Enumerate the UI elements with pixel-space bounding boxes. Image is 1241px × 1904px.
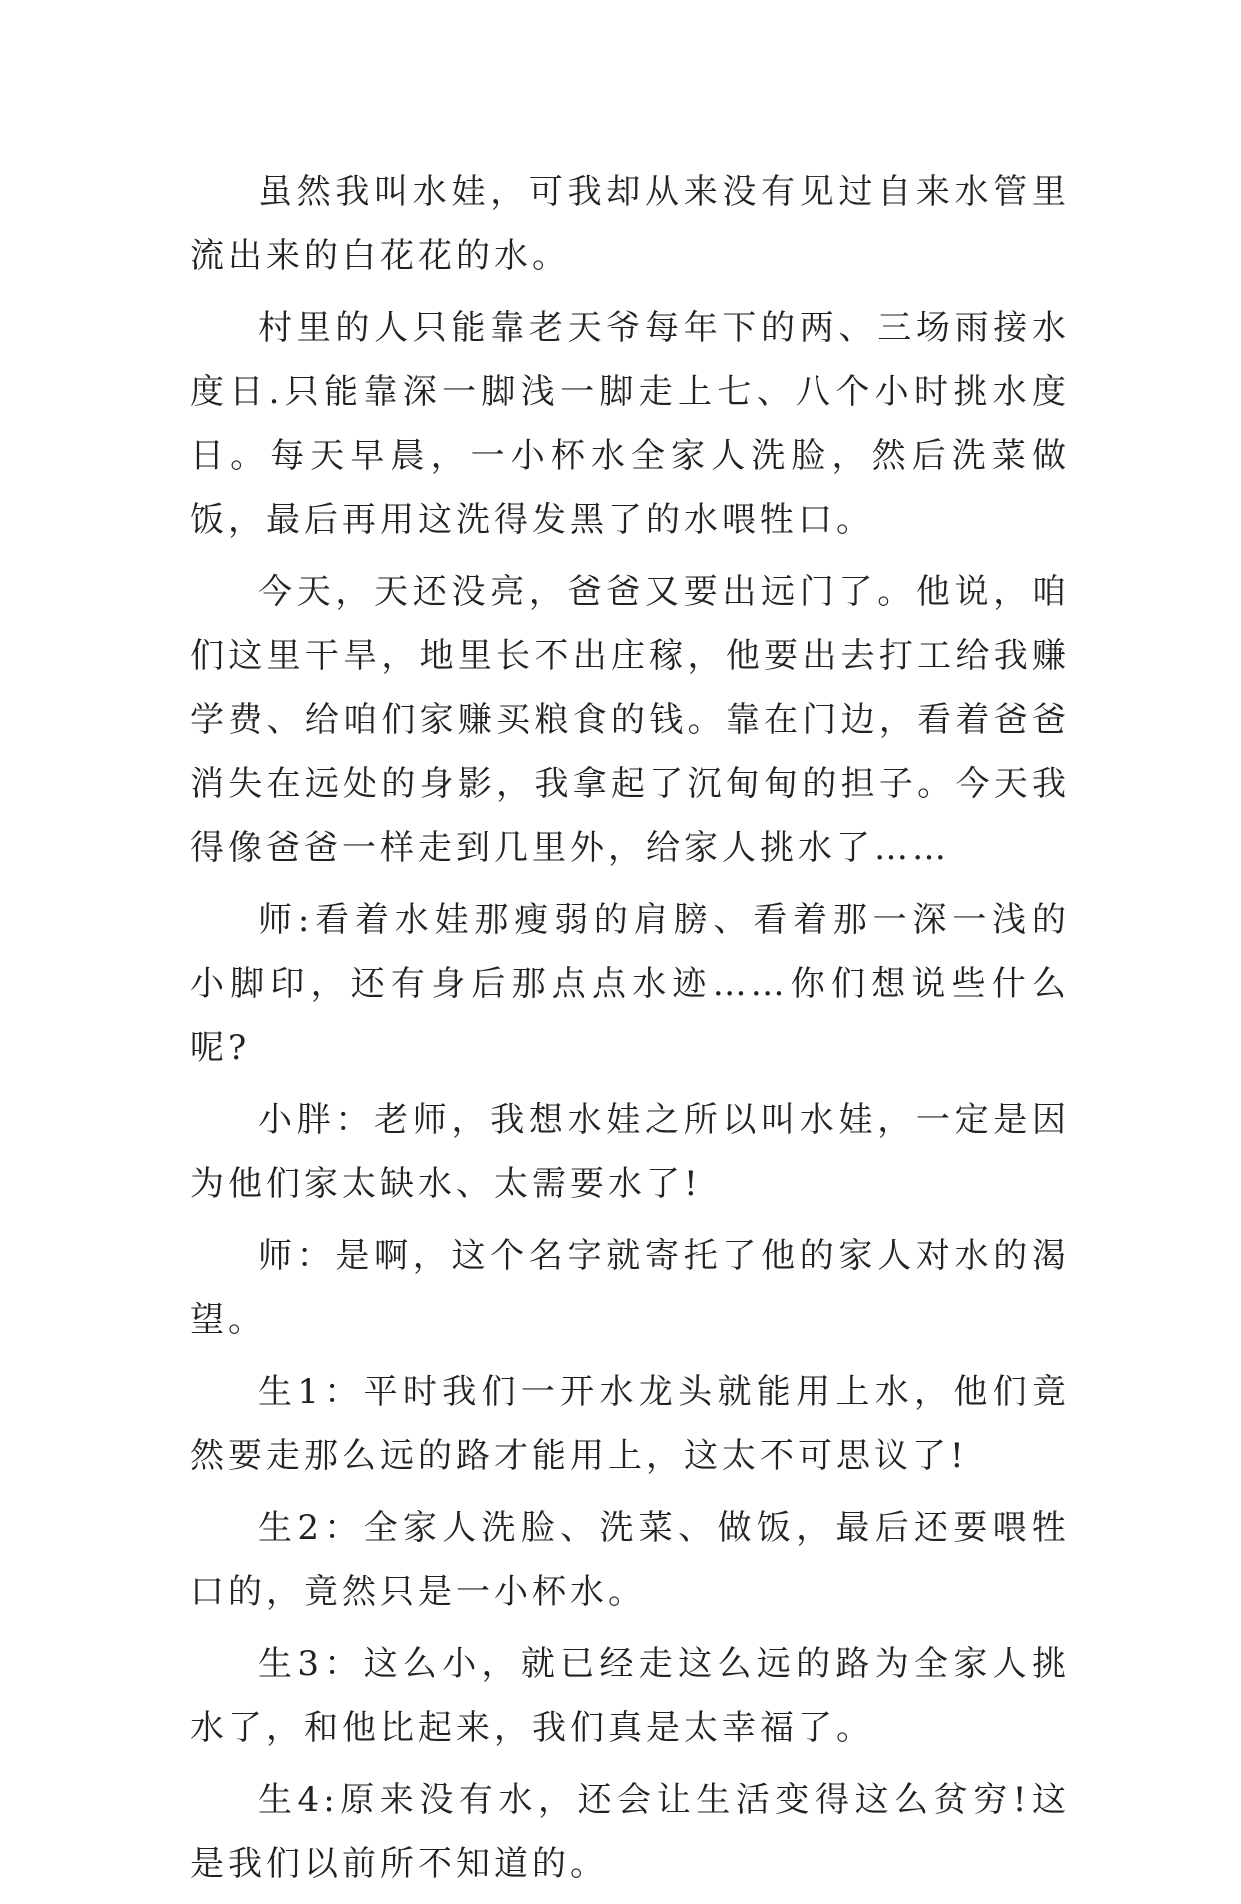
paragraph-10: 生4:原来没有水，还会让生活变得这么贫穷!这是我们以前所不知道的。 bbox=[190, 1780, 1070, 1884]
paragraph-8: 生2：全家人洗脸、洗菜、做饭，最后还要喂牲口的，竟然只是一小杯水。 bbox=[190, 1508, 1070, 1612]
paragraph-3: 今天，天还没亮，爸爸又要出远门了。他说，咱们这里干旱，地里长不出庄稼，他要出去打工给我赚学费、给咱们家赚买粮食的钱。靠在门边，看着爸爸消失在远处的身影，我拿起了沉甸甸的担子。今天我得像爸爸一样走到几里外，给家人挑水了…… bbox=[190, 572, 1070, 868]
paragraph-1: 虽然我叫水娃，可我却从来没有见过自来水管里流出来的白花花的水。 bbox=[190, 172, 1070, 276]
paragraph-9: 生3：这么小，就已经走这么远的路为全家人挑水了，和他比起来，我们真是太幸福了。 bbox=[190, 1644, 1070, 1748]
paragraph-2: 村里的人只能靠老天爷每年下的两、三场雨接水度日.只能靠深一脚浅一脚走上七、八个小时挑水度日。每天早晨，一小杯水全家人洗脸，然后洗菜做饭，最后再用这洗得发黑了的水喂牲口。 bbox=[190, 308, 1070, 540]
paragraph-4: 师:看着水娃那瘦弱的肩膀、看着那一深一浅的小脚印，还有身后那点点水迹……你们想说些什么呢? bbox=[190, 900, 1070, 1068]
paragraph-6: 师：是啊，这个名字就寄托了他的家人对水的渴望。 bbox=[190, 1236, 1070, 1340]
paragraph-5: 小胖：老师，我想水娃之所以叫水娃，一定是因为他们家太缺水、太需要水了! bbox=[190, 1100, 1070, 1204]
paragraph-7: 生1：平时我们一开水龙头就能用上水，他们竟然要走那么远的路才能用上，这太不可思议了! bbox=[190, 1372, 1070, 1476]
document-body bbox=[190, 160, 1070, 1904]
